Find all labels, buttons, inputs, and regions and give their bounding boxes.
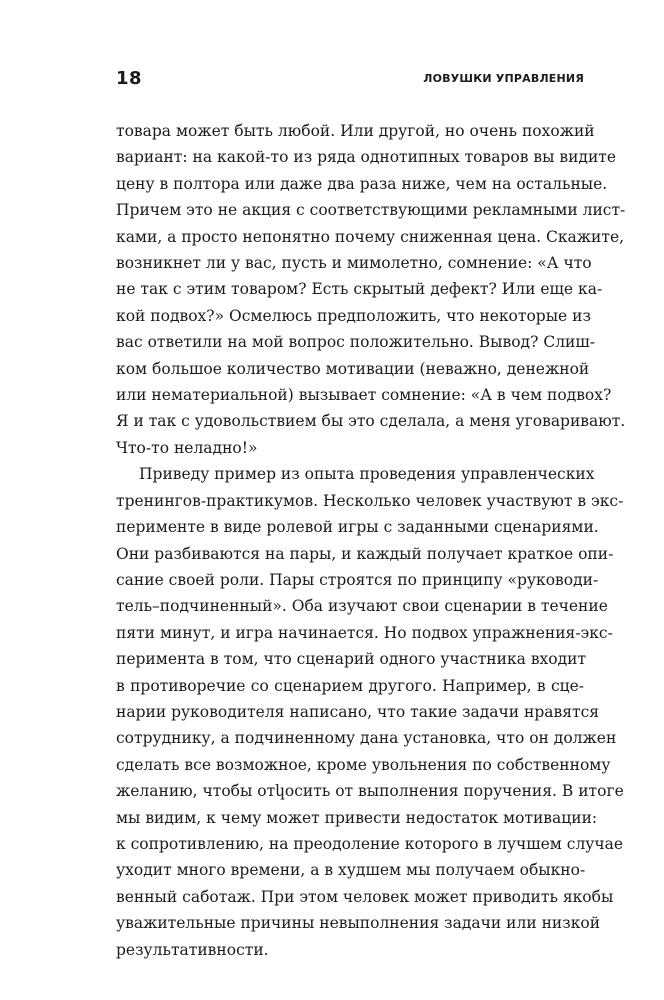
running-head: ЛОВУШКИ УПРАВЛЕНИЯ — [423, 72, 584, 85]
text-line: ком большое количество мотивации (неважно, денежной — [116, 359, 590, 378]
text-line: нарии руководителя написано, что такие задачи нравятся — [116, 702, 600, 721]
text-line: Я и так с удовольствием бы это сделала, а меня уговаривают. — [116, 412, 626, 431]
text-line: цену в полтора или даже два раза ниже, чем на остальные. — [116, 174, 608, 193]
text-line: тренингов-практикумов. Несколько человек участвуют в экс- — [116, 491, 624, 510]
text-line: не так с этим товаром? Есть скрытый дефект? Или еще ка- — [116, 280, 603, 299]
text-line: в противоречие со сценарием другого. Например, в сце- — [116, 676, 584, 695]
text-line: вас ответили на мой вопрос положительно. Вывод? Слиш- — [116, 333, 596, 352]
text-line: сание своей роли. Пары строятся по принципу «руководи- — [116, 570, 599, 589]
text-line: Причем это не акция с соответствующими рекламными лист- — [116, 201, 626, 220]
text-line: перименте в виде ролевой игры с заданными сценариями. — [116, 518, 599, 537]
text-line: к сопротивлению, на преодоление которого в лучшем случае — [116, 834, 624, 853]
text-line: желанию, чтобы отկосить от выполнения поручения. В итоге — [116, 782, 624, 801]
text-line: тель–подчиненный». Оба изучают свои сценарии в течение — [116, 597, 608, 616]
text-line: ками, а просто непонятно почему сниженная цена. Скажите, — [116, 227, 625, 246]
text-line: пяти минут, и игра начинается. Но подвох упражнения-экс- — [116, 623, 613, 642]
text-line: мы видим, к чему может привести недостаток мотивации: — [116, 808, 598, 827]
text-line: результативности. — [116, 940, 269, 959]
text-line: кой подвох?» Осмелюсь предположить, что некоторые из — [116, 306, 591, 325]
body-text — [116, 118, 626, 963]
text-line: Приведу пример из опыта проведения управленческих — [139, 465, 595, 484]
paragraph-1 — [116, 118, 626, 461]
text-line: вариант: на какой-то из ряда однотипных товаров вы видите — [116, 148, 617, 167]
text-line: возникнет ли у вас, пусть и мимолетно, сомнение: «А что — [116, 254, 592, 273]
text-line: уходит много времени, а в худшем мы получаем обыкно- — [116, 861, 586, 880]
paragraph-2 — [116, 461, 624, 963]
text-line: уважительные причины невыполнения задачи или низкой — [116, 914, 601, 933]
text-line: или нематериальной) вызывает сомнение: «А в чем подвох? — [116, 386, 612, 405]
page-number: 18 — [116, 68, 143, 89]
text-line: Они разбиваются на пары, и каждый получает краткое опи- — [116, 544, 614, 563]
text-line: Что-то неладно!» — [116, 438, 258, 457]
text-line: сотруднику, а подчиненному дана установка, что он должен — [116, 729, 617, 748]
text-line: перимента в том, что сценарий одного участника входит — [116, 650, 587, 669]
text-line: венный саботаж. При этом человек может приводить якобы — [116, 887, 614, 906]
text-line: товара может быть любой. Или другой, но очень похожий — [116, 122, 595, 140]
text-line: сделать все возможное, кроме увольнения по собственному — [116, 755, 611, 774]
